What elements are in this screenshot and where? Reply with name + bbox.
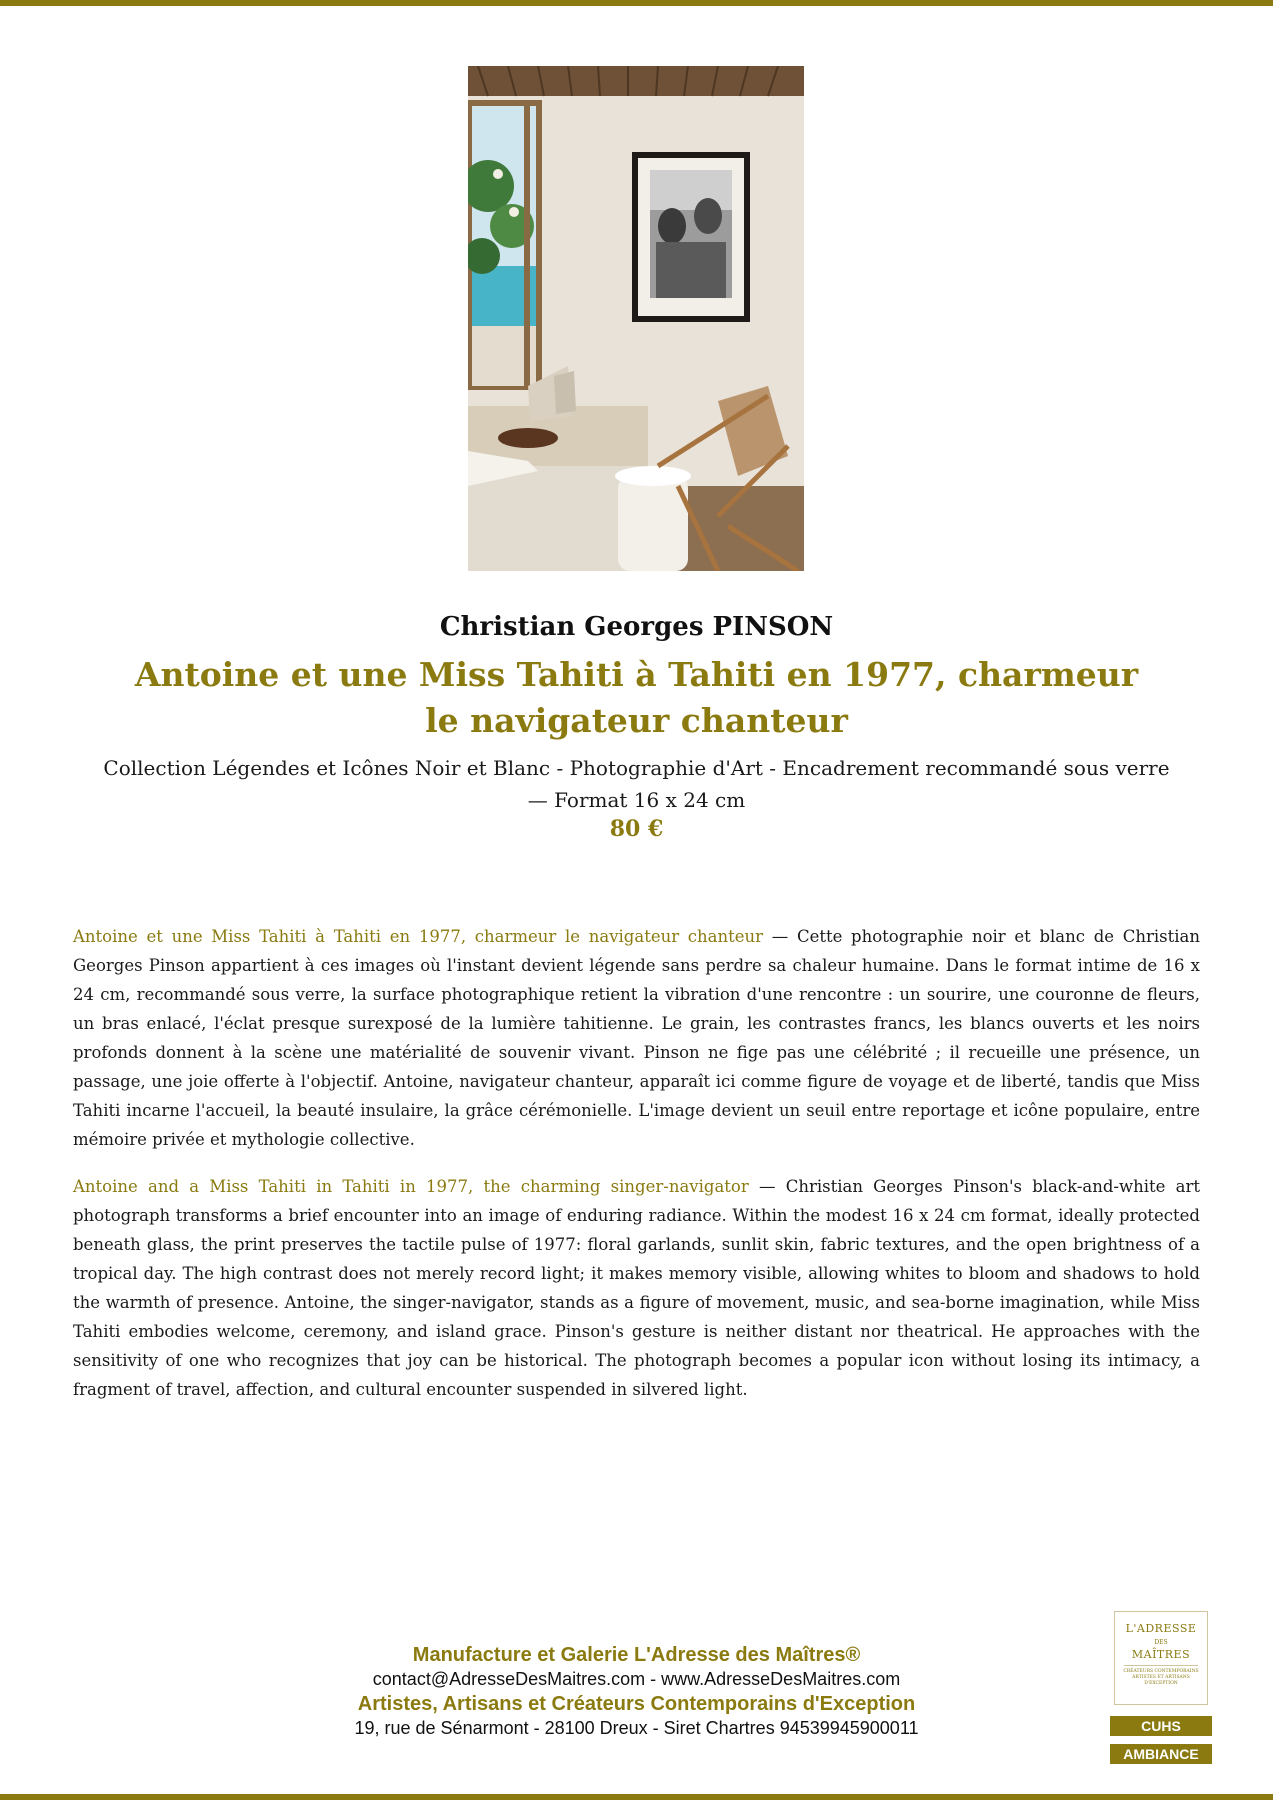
top-rule	[0, 0, 1273, 6]
gallery-logo	[1114, 1611, 1208, 1705]
description-french-text: — Cette photographie noir et blanc de Christian Georges Pinson appartient à ces images où l'instant devient légende sans perdre sa chaleur humaine. Dans le format intime de 16 x 24 cm, recommandé sous verre, la surface photographique retient la vibration d'une rencontre : un sourire, une couronne de fleurs, un bras enlacé, l'éclat presque surexposé de la lumière tahitienne. Le grain, les contrastes francs, les blancs ouverts et les noirs profonds donnent à la scène une matérialité de souvenir vivant. Pinson ne fige pas une célébrité ; il recueille une présence, un passage, une joie offerte à l'objectif. Antoine, navigateur chanteur, apparaît ici comme figure de voyage et de liberté, tandis que Miss Tahiti incarne l'accueil, la beauté insulaire, la grâce cérémonielle. L'image devient un seuil entre reportage et icône populaire, entre mémoire privée et mythologie collective.	[73, 927, 1200, 1149]
artwork-title: Antoine et une Miss Tahiti à Tahiti en 1977, charmeur le navigateur chanteur	[134, 655, 1139, 740]
artwork-price: 80 €	[609, 816, 664, 842]
footer-address: 19, rue de Sénarmont - 28100 Dreux - Siret Chartres 94539945900011	[354, 1718, 919, 1738]
footer	[250, 1642, 1023, 1740]
footer-contact[interactable]: contact@AdresseDesMaitres.com - www.AdresseDesMaitres.com	[372, 1669, 901, 1689]
logo-line-4: CRÉATEURS CONTEMPORAINS ARTISTES ET ARTISANS D'EXCEPTION	[1123, 1669, 1199, 1686]
footer-gallery-name: Manufacture et Galerie L'Adresse des Maîtres®	[412, 1644, 861, 1666]
badge-ambiance: AMBIANCE	[1110, 1744, 1212, 1764]
logo-line-2: DES	[1154, 1639, 1168, 1646]
logo-line-3: MAÎTRES	[1131, 1648, 1191, 1661]
bottom-rule	[0, 1794, 1273, 1800]
artwork-subtitle: Collection Légendes et Icônes Noir et Blanc - Photographie d'Art - Encadrement recommandé sous verre — Format 16 x 24 cm	[103, 756, 1170, 812]
description-english-text: — Christian Georges Pinson's black-and-white art photograph transforms a brief encounter into an image of enduring radiance. Within the modest 16 x 24 cm format, ideally protected beneath glass, the print preserves the tactile pulse of 1977: floral garlands, sunlit skin, fabric textures, and the open brightness of a tropical day. The high contrast does not merely record light; it makes memory visible, allowing whites to bloom and shadows to hold the warmth of presence. Antoine, the singer-navigator, stands as a figure of movement, music, and sea-borne imagination, while Miss Tahiti embodies welcome, ceremony, and island grace. Pinson's gesture is neither distant nor theatrical. He approaches with the sensitivity of one who recognizes that joy can be historical. The photograph becomes a popular icon without losing its intimacy, a fragment of travel, affection, and cultural encounter suspended in silvered light.	[73, 1177, 1200, 1399]
footer-tagline: Artistes, Artisans et Créateurs Contemporains d'Exception	[357, 1693, 916, 1715]
artist-name: Christian Georges PINSON	[439, 612, 834, 642]
description-french-lead: Antoine et une Miss Tahiti à Tahiti en 1977, charmeur le navigateur chanteur	[73, 927, 764, 946]
artwork-ambiance-photo	[468, 66, 804, 571]
logo-divider	[1124, 1665, 1198, 1666]
description-french	[73, 922, 1200, 1154]
logo-line-1: L'ADRESSE	[1125, 1622, 1197, 1635]
badge-cuhs: CUHS	[1110, 1716, 1212, 1736]
description-english-lead: Antoine and a Miss Tahiti in Tahiti in 1977, the charming singer-navigator	[73, 1177, 749, 1196]
description-english	[73, 1172, 1200, 1404]
